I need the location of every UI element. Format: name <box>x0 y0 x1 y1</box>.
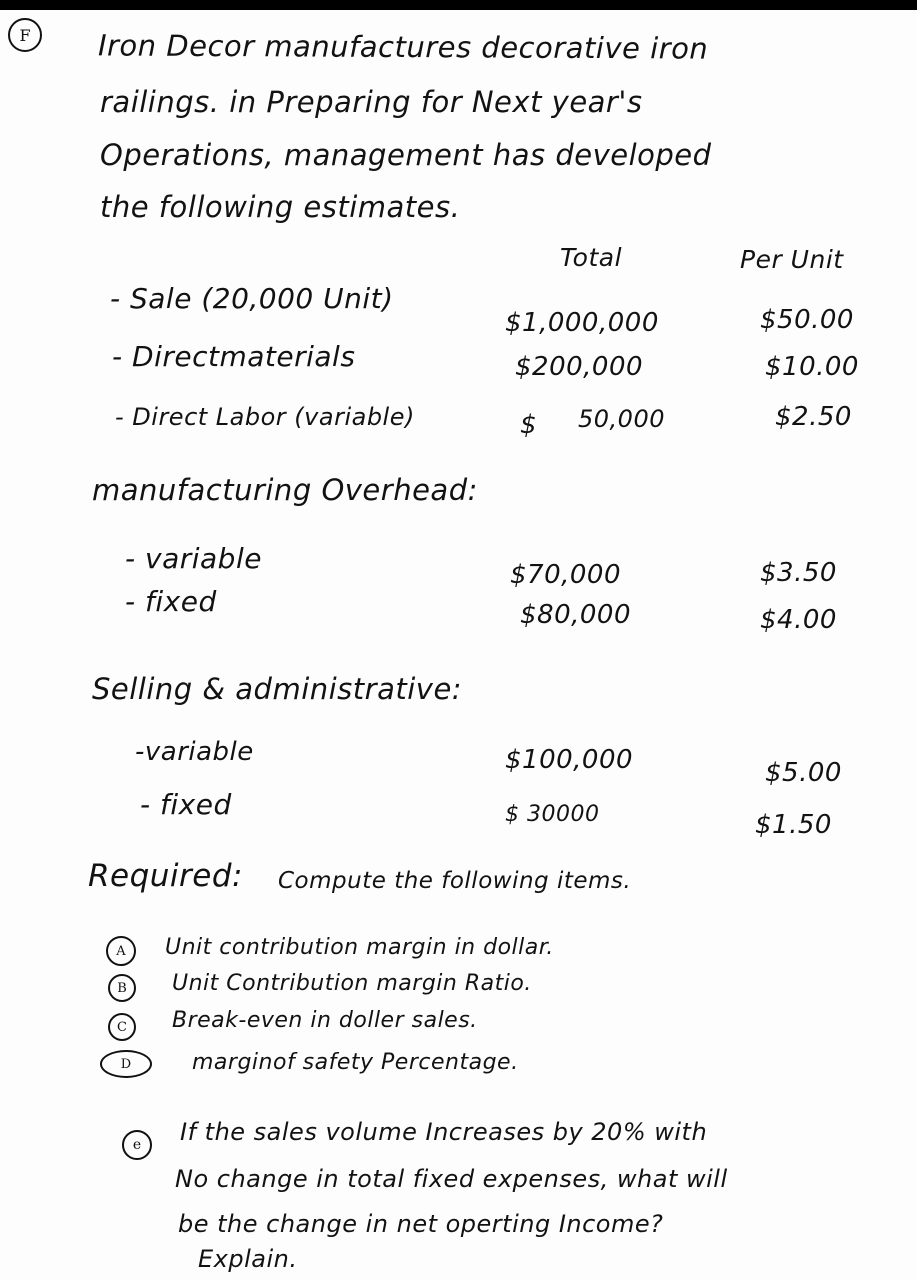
item-d-text: marginof safety Percentage. <box>192 1050 519 1075</box>
item-b-marker <box>108 974 136 1002</box>
sa-fixed-per-unit: $1.50 <box>755 810 832 840</box>
sa-fixed-label: - fixed <box>140 788 232 821</box>
sa-fixed-total: $ 30000 <box>505 802 600 827</box>
direct-materials-label: - Directmaterials <box>112 340 356 373</box>
problem-marker-text: F <box>19 25 31 45</box>
mfg-variable-label: - variable <box>125 542 262 575</box>
column-header-total: Total <box>560 243 623 272</box>
mfg-variable-total: $70,000 <box>510 560 622 590</box>
mfg-fixed-per-unit: $4.00 <box>760 605 837 635</box>
item-d-marker-text: D <box>120 1056 132 1072</box>
sa-variable-label: -variable <box>135 737 254 767</box>
direct-materials-total: $200,000 <box>515 352 644 382</box>
direct-labor-per-unit: $2.50 <box>775 402 852 432</box>
item-e-text-line-4: Explain. <box>198 1245 298 1273</box>
sale-per-unit: $50.00 <box>760 305 854 335</box>
intro-line-2: railings. in Preparing for Next year's <box>100 85 643 119</box>
handwritten-page <box>0 10 917 1280</box>
item-a-text: Unit contribution margin in dollar. <box>165 935 554 960</box>
item-e-marker <box>122 1130 152 1160</box>
required-heading: Required: <box>88 858 243 894</box>
item-c-marker-text: C <box>117 1019 127 1035</box>
item-d-marker <box>100 1050 152 1078</box>
mfg-fixed-total: $80,000 <box>520 600 632 630</box>
item-e-text-line-1: If the sales volume Increases by 20% with <box>180 1118 708 1146</box>
item-a-marker-text: A <box>116 943 126 959</box>
intro-line-3: Operations, management has developed <box>100 138 712 172</box>
item-b-marker-text: B <box>117 980 127 996</box>
item-e-text-line-2: No change in total fixed expenses, what will <box>175 1165 728 1193</box>
direct-labor-dollar-sign: $ <box>520 410 538 440</box>
sale-total: $1,000,000 <box>505 308 659 338</box>
sa-variable-per-unit: $5.00 <box>765 758 842 788</box>
intro-line-4: the following estimates. <box>100 190 461 224</box>
item-a-marker <box>106 936 136 966</box>
item-c-marker <box>108 1013 136 1041</box>
selling-admin-heading: Selling & administrative: <box>92 672 463 706</box>
mfg-fixed-label: - fixed <box>125 585 217 618</box>
column-header-per-unit: Per Unit <box>740 245 844 274</box>
item-c-text: Break-even in doller sales. <box>172 1008 478 1033</box>
sa-variable-total: $100,000 <box>505 745 634 775</box>
intro-line-1: Iron Decor manufactures decorative iron <box>97 28 709 66</box>
required-text: Compute the following items. <box>278 868 632 894</box>
top-black-border <box>0 0 917 10</box>
item-e-marker-text: e <box>132 1137 142 1153</box>
item-b-text: Unit Contribution margin Ratio. <box>172 971 532 996</box>
mfg-variable-per-unit: $3.50 <box>760 558 837 588</box>
direct-materials-per-unit: $10.00 <box>765 352 859 382</box>
item-e-text-line-3: be the change in net operting Income? <box>178 1210 664 1238</box>
problem-marker <box>8 18 42 52</box>
mfg-overhead-heading: manufacturing Overhead: <box>92 473 478 507</box>
direct-labor-label: - Direct Labor (variable) <box>115 403 415 431</box>
sale-label: - Sale (20,000 Unit) <box>110 282 394 315</box>
direct-labor-total: 50,000 <box>578 405 665 433</box>
